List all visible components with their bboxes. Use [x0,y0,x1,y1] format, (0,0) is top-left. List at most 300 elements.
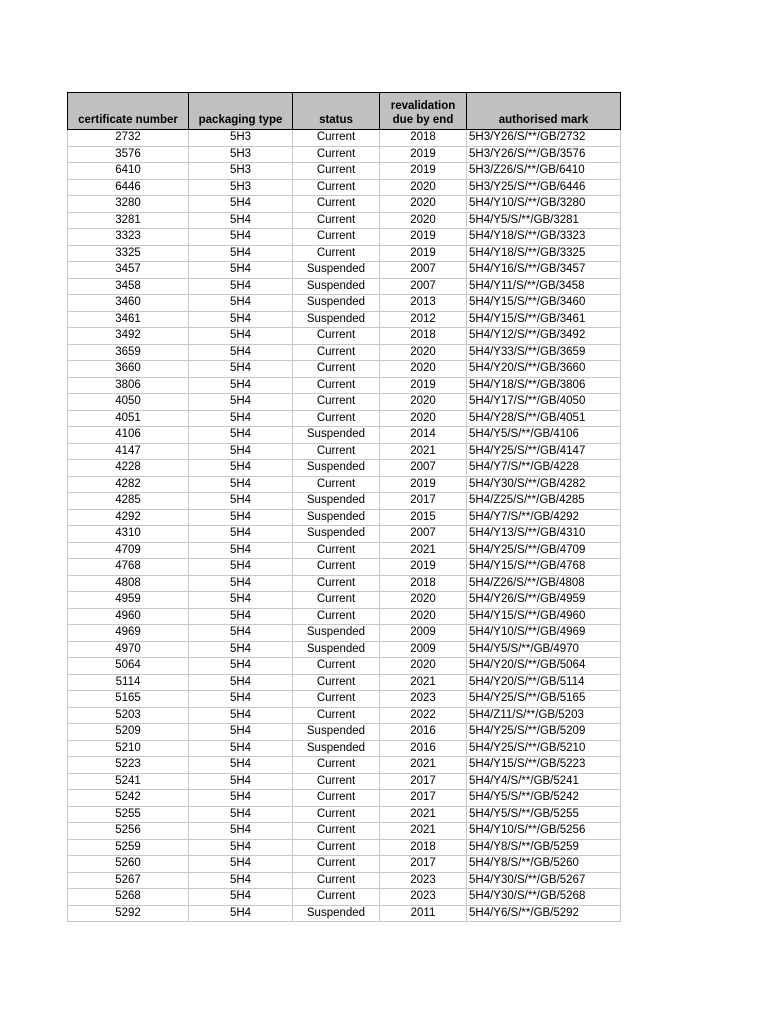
authorised-mark-cell: 5H4/Y7/S/**/GB/4292 [467,509,621,526]
table-row [68,509,621,526]
status-cell: Current [293,130,380,147]
table-row [68,641,621,658]
status-cell: Current [293,790,380,807]
packaging-type-cell: 5H4 [189,625,293,642]
authorised-mark-cell: 5H3/Y26/S/**/GB/2732 [467,130,621,147]
certificate-number-cell: 3461 [68,311,189,328]
certificate-number-cell: 3325 [68,245,189,262]
authorised-mark-cell: 5H4/Y25/S/**/GB/4709 [467,542,621,559]
status-cell: Current [293,691,380,708]
certificate-number-cell: 5241 [68,773,189,790]
authorised-mark-cell: 5H4/Y10/S/**/GB/3280 [467,196,621,213]
status-cell: Current [293,707,380,724]
table-row [68,790,621,807]
certificate-number-cell: 4960 [68,608,189,625]
table-row [68,278,621,295]
packaging-type-cell: 5H4 [189,262,293,279]
authorised-mark-cell: 5H4/Y11/S/**/GB/3458 [467,278,621,295]
authorised-mark-cell: 5H4/Y5/S/**/GB/4970 [467,641,621,658]
certificate-number-cell: 4147 [68,443,189,460]
packaging-type-cell: 5H4 [189,212,293,229]
packaging-type-cell: 5H4 [189,377,293,394]
authorised-mark-cell: 5H4/Y30/S/**/GB/5267 [467,872,621,889]
table-row [68,130,621,147]
certificate-number-cell: 3460 [68,295,189,312]
revalidation-year-cell: 2017 [380,856,467,873]
table-row [68,526,621,543]
status-cell: Current [293,410,380,427]
certificate-number-cell: 5064 [68,658,189,675]
packaging-type-cell: 5H4 [189,889,293,906]
certificate-number-cell: 3323 [68,229,189,246]
revalidation-year-cell: 2009 [380,641,467,658]
revalidation-year-cell: 2020 [380,344,467,361]
status-cell: Suspended [293,311,380,328]
packaging-type-cell: 5H4 [189,460,293,477]
revalidation-year-cell: 2019 [380,146,467,163]
packaging-type-cell: 5H3 [189,130,293,147]
status-cell: Current [293,229,380,246]
table-row [68,196,621,213]
authorised-mark-cell: 5H3/Z26/S/**/GB/6410 [467,163,621,180]
status-cell: Current [293,592,380,609]
packaging-type-cell: 5H4 [189,608,293,625]
authorised-mark-cell: 5H4/Y26/S/**/GB/4959 [467,592,621,609]
status-cell: Current [293,212,380,229]
table-row [68,328,621,345]
revalidation-year-cell: 2007 [380,526,467,543]
authorised-mark-cell: 5H4/Y16/S/**/GB/3457 [467,262,621,279]
revalidation-year-cell: 2015 [380,509,467,526]
revalidation-year-cell: 2019 [380,476,467,493]
authorised-mark-cell: 5H4/Z11/S/**/GB/5203 [467,707,621,724]
packaging-type-cell: 5H4 [189,724,293,741]
packaging-type-cell: 5H4 [189,839,293,856]
revalidation-year-cell: 2016 [380,724,467,741]
certificate-number-cell: 5165 [68,691,189,708]
authorised-mark-cell: 5H4/Y18/S/**/GB/3323 [467,229,621,246]
revalidation-year-cell: 2016 [380,740,467,757]
revalidation-year-cell: 2021 [380,443,467,460]
certificate-number-cell: 3281 [68,212,189,229]
packaging-type-cell: 5H4 [189,559,293,576]
revalidation-year-cell: 2023 [380,872,467,889]
revalidation-year-cell: 2023 [380,889,467,906]
packaging-type-cell: 5H4 [189,773,293,790]
authorised-mark-cell: 5H4/Y4/S/**/GB/5241 [467,773,621,790]
table-row [68,245,621,262]
revalidation-year-cell: 2012 [380,311,467,328]
table-header [68,93,621,130]
status-cell: Suspended [293,427,380,444]
table-row [68,592,621,609]
packaging-type-cell: 5H4 [189,526,293,543]
table-row [68,377,621,394]
authorised-mark-cell: 5H4/Y7/S/**/GB/4228 [467,460,621,477]
table-row [68,493,621,510]
table-row [68,311,621,328]
packaging-type-cell: 5H4 [189,394,293,411]
table-row [68,146,621,163]
revalidation-year-cell: 2019 [380,559,467,576]
authorised-mark-cell: 5H4/Y25/S/**/GB/5209 [467,724,621,741]
certificate-number-cell: 5255 [68,806,189,823]
status-cell: Current [293,658,380,675]
packaging-type-cell: 5H3 [189,163,293,180]
packaging-type-cell: 5H4 [189,278,293,295]
packaging-type-cell: 5H4 [189,344,293,361]
status-cell: Suspended [293,625,380,642]
revalidation-year-cell: 2018 [380,575,467,592]
status-cell: Suspended [293,641,380,658]
status-cell: Current [293,559,380,576]
authorised-mark-cell: 5H4/Y20/S/**/GB/5114 [467,674,621,691]
status-cell: Current [293,872,380,889]
packaging-type-cell: 5H4 [189,641,293,658]
revalidation-year-cell: 2020 [380,592,467,609]
status-cell: Current [293,806,380,823]
status-cell: Current [293,674,380,691]
status-cell: Current [293,361,380,378]
table-row [68,856,621,873]
table-row [68,229,621,246]
status-cell: Suspended [293,295,380,312]
authorised-mark-cell: 5H4/Y20/S/**/GB/5064 [467,658,621,675]
revalidation-year-cell: 2011 [380,905,467,922]
revalidation-year-cell: 2021 [380,757,467,774]
status-cell: Current [293,575,380,592]
revalidation-year-cell: 2020 [380,361,467,378]
certificate-number-cell: 6446 [68,179,189,196]
status-cell: Current [293,344,380,361]
authorised-mark-cell: 5H4/Y5/S/**/GB/3281 [467,212,621,229]
certificate-number-cell: 4808 [68,575,189,592]
certificate-number-cell: 2732 [68,130,189,147]
packaging-type-cell: 5H4 [189,575,293,592]
authorised-mark-cell: 5H4/Z26/S/**/GB/4808 [467,575,621,592]
authorised-mark-cell: 5H4/Y33/S/**/GB/3659 [467,344,621,361]
certificate-number-cell: 4051 [68,410,189,427]
status-cell: Suspended [293,724,380,741]
certificate-number-cell: 4282 [68,476,189,493]
status-cell: Current [293,856,380,873]
status-cell: Current [293,889,380,906]
authorised-mark-cell: 5H4/Y30/S/**/GB/5268 [467,889,621,906]
table-row [68,394,621,411]
authorised-mark-cell: 5H4/Y6/S/**/GB/5292 [467,905,621,922]
revalidation-year-cell: 2019 [380,163,467,180]
authorised-mark-cell: 5H4/Y10/S/**/GB/5256 [467,823,621,840]
status-cell: Current [293,443,380,460]
certificate-number-cell: 3492 [68,328,189,345]
revalidation-year-cell: 2007 [380,278,467,295]
table-row [68,460,621,477]
authorised-mark-cell: 5H4/Y15/S/**/GB/3461 [467,311,621,328]
status-cell: Current [293,245,380,262]
authorised-mark-cell: 5H4/Y20/S/**/GB/3660 [467,361,621,378]
table-row [68,889,621,906]
authorised-mark-cell: 5H4/Y25/S/**/GB/4147 [467,443,621,460]
table-row [68,724,621,741]
revalidation-year-cell: 2020 [380,394,467,411]
table-row [68,707,621,724]
packaging-type-cell: 5H4 [189,229,293,246]
packaging-type-cell: 5H4 [189,757,293,774]
certificate-number-cell: 4970 [68,641,189,658]
authorised-mark-cell: 5H4/Y15/S/**/GB/5223 [467,757,621,774]
packaging-type-cell: 5H4 [189,328,293,345]
packaging-type-cell: 5H4 [189,905,293,922]
certificate-number-cell: 3659 [68,344,189,361]
table-body [68,130,621,922]
table-row [68,344,621,361]
table-row [68,674,621,691]
certificate-number-cell: 5267 [68,872,189,889]
status-cell: Current [293,394,380,411]
spreadsheet [67,92,620,922]
authorised-mark-cell: 5H4/Z25/S/**/GB/4285 [467,493,621,510]
authorised-mark-cell: 5H4/Y15/S/**/GB/3460 [467,295,621,312]
table-row [68,872,621,889]
packaging-type-cell: 5H4 [189,493,293,510]
certificate-number-cell: 4292 [68,509,189,526]
certificate-number-cell: 5203 [68,707,189,724]
certificate-number-cell: 5114 [68,674,189,691]
table-row [68,361,621,378]
table-row [68,575,621,592]
packaging-type-cell: 5H4 [189,790,293,807]
packaging-type-cell: 5H4 [189,592,293,609]
status-cell: Suspended [293,278,380,295]
authorised-mark-cell: 5H4/Y5/S/**/GB/5255 [467,806,621,823]
certificate-number-cell: 4969 [68,625,189,642]
table-row [68,625,621,642]
header-status: status [293,93,380,130]
packaging-type-cell: 5H4 [189,856,293,873]
table-row [68,839,621,856]
packaging-type-cell: 5H4 [189,311,293,328]
certificate-number-cell: 5260 [68,856,189,873]
packaging-type-cell: 5H4 [189,476,293,493]
certificate-number-cell: 3457 [68,262,189,279]
revalidation-year-cell: 2023 [380,691,467,708]
revalidation-year-cell: 2020 [380,179,467,196]
table-row [68,427,621,444]
table-row [68,410,621,427]
packaging-type-cell: 5H4 [189,872,293,889]
revalidation-year-cell: 2021 [380,806,467,823]
revalidation-year-cell: 2017 [380,773,467,790]
status-cell: Current [293,328,380,345]
certificate-number-cell: 5209 [68,724,189,741]
status-cell: Suspended [293,740,380,757]
table-row [68,179,621,196]
packaging-type-cell: 5H4 [189,740,293,757]
packaging-type-cell: 5H4 [189,361,293,378]
revalidation-year-cell: 2019 [380,245,467,262]
authorised-mark-cell: 5H4/Y25/S/**/GB/5210 [467,740,621,757]
authorised-mark-cell: 5H4/Y30/S/**/GB/4282 [467,476,621,493]
certificate-table [67,92,621,922]
packaging-type-cell: 5H4 [189,295,293,312]
revalidation-year-cell: 2018 [380,130,467,147]
status-cell: Suspended [293,262,380,279]
table-row [68,476,621,493]
revalidation-year-cell: 2007 [380,460,467,477]
status-cell: Current [293,146,380,163]
status-cell: Current [293,377,380,394]
status-cell: Current [293,608,380,625]
packaging-type-cell: 5H4 [189,245,293,262]
status-cell: Suspended [293,460,380,477]
authorised-mark-cell: 5H4/Y5/S/**/GB/4106 [467,427,621,444]
revalidation-year-cell: 2017 [380,493,467,510]
header-revalidation-line-1: revalidation [390,100,456,112]
packaging-type-cell: 5H4 [189,658,293,675]
revalidation-year-cell: 2007 [380,262,467,279]
revalidation-year-cell: 2013 [380,295,467,312]
revalidation-year-cell: 2021 [380,674,467,691]
revalidation-year-cell: 2019 [380,377,467,394]
table-row [68,542,621,559]
packaging-type-cell: 5H4 [189,542,293,559]
status-cell: Suspended [293,509,380,526]
revalidation-year-cell: 2020 [380,196,467,213]
certificate-number-cell: 3660 [68,361,189,378]
certificate-number-cell: 3458 [68,278,189,295]
packaging-type-cell: 5H4 [189,196,293,213]
authorised-mark-cell: 5H3/Y26/S/**/GB/3576 [467,146,621,163]
header-packaging-type: packaging type [189,93,293,130]
status-cell: Suspended [293,526,380,543]
packaging-type-cell: 5H4 [189,823,293,840]
table-row [68,443,621,460]
header-certificate-number: certificate number [68,93,189,130]
revalidation-year-cell: 2022 [380,707,467,724]
authorised-mark-cell: 5H4/Y18/S/**/GB/3325 [467,245,621,262]
status-cell: Current [293,773,380,790]
authorised-mark-cell: 5H4/Y15/S/**/GB/4768 [467,559,621,576]
revalidation-year-cell: 2020 [380,608,467,625]
revalidation-year-cell: 2021 [380,542,467,559]
packaging-type-cell: 5H4 [189,691,293,708]
revalidation-year-cell: 2021 [380,823,467,840]
authorised-mark-cell: 5H4/Y15/S/**/GB/4960 [467,608,621,625]
certificate-number-cell: 4959 [68,592,189,609]
revalidation-year-cell: 2020 [380,410,467,427]
packaging-type-cell: 5H4 [189,707,293,724]
authorised-mark-cell: 5H4/Y13/S/**/GB/4310 [467,526,621,543]
authorised-mark-cell: 5H4/Y8/S/**/GB/5259 [467,839,621,856]
table-row [68,163,621,180]
revalidation-year-cell: 2020 [380,658,467,675]
revalidation-year-cell: 2014 [380,427,467,444]
table-row [68,757,621,774]
revalidation-year-cell: 2009 [380,625,467,642]
authorised-mark-cell: 5H3/Y25/S/**/GB/6446 [467,179,621,196]
table-row [68,823,621,840]
packaging-type-cell: 5H4 [189,427,293,444]
header-authorised-mark: authorised mark [467,93,621,130]
certificate-number-cell: 5259 [68,839,189,856]
table-row [68,212,621,229]
header-row [68,93,621,130]
certificate-number-cell: 5210 [68,740,189,757]
table-row [68,905,621,922]
authorised-mark-cell: 5H4/Y10/S/**/GB/4969 [467,625,621,642]
certificate-number-cell: 4228 [68,460,189,477]
authorised-mark-cell: 5H4/Y25/S/**/GB/5165 [467,691,621,708]
certificate-number-cell: 4285 [68,493,189,510]
table-row [68,559,621,576]
authorised-mark-cell: 5H4/Y5/S/**/GB/5242 [467,790,621,807]
packaging-type-cell: 5H4 [189,806,293,823]
table-row [68,806,621,823]
table-row [68,262,621,279]
certificate-number-cell: 5268 [68,889,189,906]
status-cell: Current [293,757,380,774]
certificate-number-cell: 3806 [68,377,189,394]
certificate-number-cell: 4768 [68,559,189,576]
revalidation-year-cell: 2018 [380,328,467,345]
certificate-number-cell: 4310 [68,526,189,543]
status-cell: Current [293,179,380,196]
revalidation-year-cell: 2020 [380,212,467,229]
packaging-type-cell: 5H4 [189,443,293,460]
table-row [68,658,621,675]
authorised-mark-cell: 5H4/Y12/S/**/GB/3492 [467,328,621,345]
certificate-number-cell: 5242 [68,790,189,807]
certificate-number-cell: 4050 [68,394,189,411]
packaging-type-cell: 5H4 [189,509,293,526]
table-row [68,608,621,625]
authorised-mark-cell: 5H4/Y18/S/**/GB/3806 [467,377,621,394]
packaging-type-cell: 5H3 [189,179,293,196]
status-cell: Current [293,196,380,213]
certificate-number-cell: 5256 [68,823,189,840]
authorised-mark-cell: 5H4/Y28/S/**/GB/4051 [467,410,621,427]
packaging-type-cell: 5H3 [189,146,293,163]
certificate-number-cell: 4106 [68,427,189,444]
table-row [68,691,621,708]
authorised-mark-cell: 5H4/Y8/S/**/GB/5260 [467,856,621,873]
certificate-number-cell: 5223 [68,757,189,774]
certificate-number-cell: 6410 [68,163,189,180]
certificate-number-cell: 4709 [68,542,189,559]
certificate-number-cell: 5292 [68,905,189,922]
status-cell: Current [293,476,380,493]
revalidation-year-cell: 2017 [380,790,467,807]
certificate-number-cell: 3280 [68,196,189,213]
header-revalidation-due-by-end [380,93,467,130]
packaging-type-cell: 5H4 [189,410,293,427]
status-cell: Current [293,823,380,840]
authorised-mark-cell: 5H4/Y17/S/**/GB/4050 [467,394,621,411]
revalidation-year-cell: 2018 [380,839,467,856]
status-cell: Current [293,839,380,856]
table-row [68,295,621,312]
table-row [68,773,621,790]
packaging-type-cell: 5H4 [189,674,293,691]
status-cell: Suspended [293,493,380,510]
status-cell: Current [293,542,380,559]
revalidation-year-cell: 2019 [380,229,467,246]
status-cell: Suspended [293,905,380,922]
status-cell: Current [293,163,380,180]
certificate-number-cell: 3576 [68,146,189,163]
table-row [68,740,621,757]
header-revalidation-line-2: due by end [392,114,454,126]
